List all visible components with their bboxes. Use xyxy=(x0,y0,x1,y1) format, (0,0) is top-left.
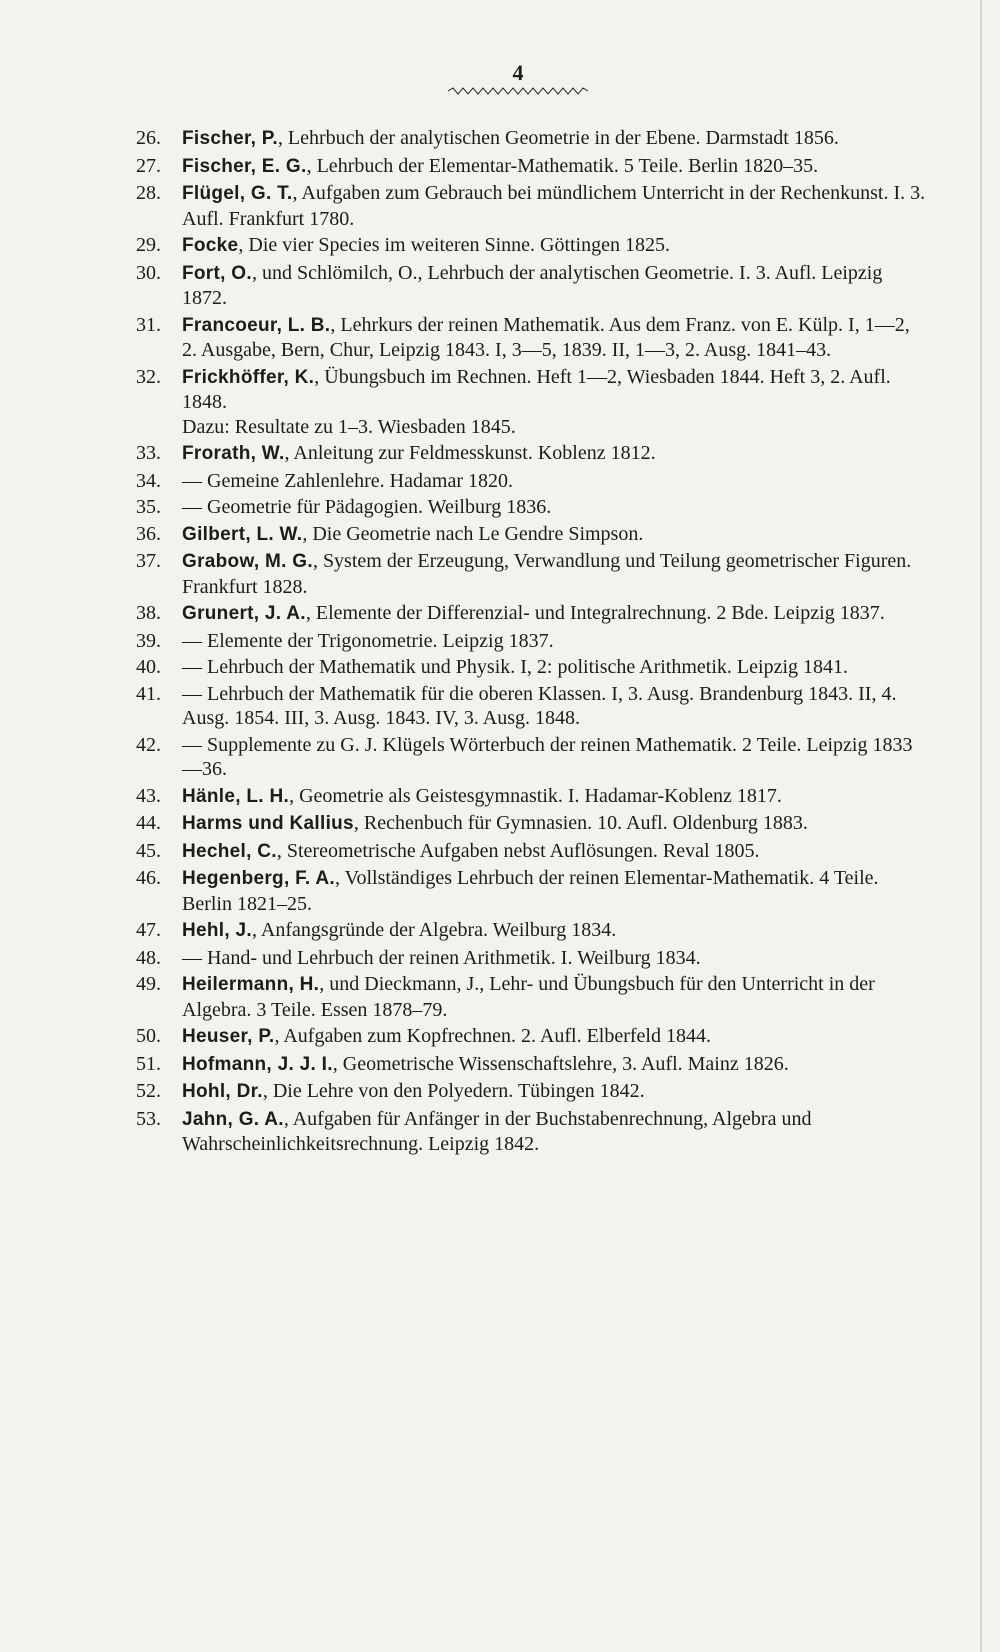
entry-author: Fort, O. xyxy=(182,262,252,284)
bibliography-entry xyxy=(136,1052,926,1078)
entry-number: 45. xyxy=(136,839,161,862)
bibliography-entry xyxy=(136,601,926,627)
entry-author: Hehl, J. xyxy=(182,920,252,941)
entry-text: , Lehrbuch der Elementar-Mathematik. 5 Teile. Berlin 1820–35. xyxy=(306,154,819,177)
entry-author: Francoeur, L. B. xyxy=(182,314,331,336)
bibliography-entry xyxy=(136,629,926,654)
bibliography-entry xyxy=(136,441,926,467)
bibliography-entry xyxy=(136,1107,926,1157)
entry-text: , Lehrbuch der analytischen Geometrie in der Ebene. Darmstadt 1856. xyxy=(277,127,839,149)
entry-number: 51. xyxy=(136,1052,161,1075)
entry-number: 52. xyxy=(136,1080,161,1102)
entry-number: 36. xyxy=(136,522,161,545)
bibliography-entry xyxy=(136,233,926,259)
entry-supplement: Dazu: Resultate zu 1–3. Wiesbaden 1845. xyxy=(182,415,516,438)
entry-text: — Gemeine Zahlenlehre. Hadamar 1820. xyxy=(182,469,513,492)
entry-author: Flügel, G. T. xyxy=(182,183,293,204)
bibliography-entry xyxy=(136,839,926,865)
bibliography-entry xyxy=(136,1024,926,1050)
entry-text: , Anleitung zur Feldmesskunst. Koblenz 1812. xyxy=(284,442,656,464)
entry-author: Heilermann, H. xyxy=(182,974,320,995)
entry-author: Grabow, M. G. xyxy=(182,551,313,572)
entry-number: 40. xyxy=(136,656,161,678)
entry-text: , Geometrie als Geistesgymnastik. I. Hadamar-Koblenz 1817. xyxy=(289,784,782,807)
entry-author: Hänle, L. H. xyxy=(182,785,290,807)
bibliography-entry xyxy=(136,495,926,520)
bibliography-list xyxy=(136,126,926,1159)
entry-number: 43. xyxy=(136,784,161,807)
entry-number: 33. xyxy=(136,442,161,464)
page-number: 4 xyxy=(512,60,524,85)
entry-text: , Elemente der Differenzial- und Integralrechnung. 2 Bde. Leipzig 1837. xyxy=(305,602,885,624)
ornament-divider xyxy=(448,86,588,96)
entry-text: , System der Erzeugung, Verwandlung und Teilung geometrischer Figuren. Frankfurt 1828. xyxy=(182,550,912,598)
entry-text: , und Dieckmann, J., Lehr- und Übungsbuch für den Unterricht in der Algebra. 3 Teile. Essen 1878–79. xyxy=(182,973,875,1021)
entry-author: Frorath, W. xyxy=(182,443,285,464)
bibliography-entry xyxy=(136,811,926,837)
bibliography-entry xyxy=(136,313,926,363)
entry-text: — Supplemente zu G. J. Klügels Wörterbuch der reinen Mathematik. 2 Teile. Leipzig 1833—36. xyxy=(182,733,913,780)
entry-number: 28. xyxy=(136,182,161,204)
bibliography-entry xyxy=(136,469,926,494)
entry-text: , und Schlömilch, O., Lehrbuch der analytischen Geometrie. I. 3. Aufl. Leipzig 1872. xyxy=(182,261,883,309)
entry-text: , Vollständiges Lehrbuch der reinen Elementar-Mathematik. 4 Teile. Berlin 1821–25. xyxy=(182,867,879,915)
entry-text: , Anfangsgründe der Algebra. Weilburg 1834. xyxy=(251,919,617,941)
entry-text: , Aufgaben für Anfänger in der Buchstabenrechnung, Algebra und Wahrscheinlichkeitsrechnung. Leipzig 1842. xyxy=(182,1107,812,1155)
entry-text: , Stereometrische Aufgaben nebst Auflösungen. Reval 1805. xyxy=(276,839,760,862)
entry-text: — Lehrbuch der Mathematik für die oberen Klassen. I, 3. Ausg. Brandenburg 1843. II, 4. Ausg. 1854. III, 3. Ausg. 1843. IV, 3. Ausg. 1848. xyxy=(182,682,897,729)
bibliography-entry xyxy=(136,946,926,971)
entry-number: 48. xyxy=(136,946,161,969)
entry-text: , Die Lehre von den Polyedern. Tübingen 1842. xyxy=(262,1080,645,1102)
entry-author: Hofmann, J. J. I. xyxy=(182,1053,333,1075)
bibliography-entry xyxy=(136,154,926,180)
entry-text: , Die vier Species im weiteren Sinne. Göttingen 1825. xyxy=(238,234,670,256)
entry-number: 49. xyxy=(136,973,161,995)
entry-text: , Die Geometrie nach Le Gendre Simpson. xyxy=(302,522,644,545)
bibliography-entry xyxy=(136,784,926,810)
entry-text: — Elemente der Trigonometrie. Leipzig 1837. xyxy=(182,629,554,652)
entry-number: 53. xyxy=(136,1107,161,1130)
bibliography-entry xyxy=(136,866,926,916)
entry-author: Hegenberg, F. A. xyxy=(182,868,335,889)
entry-author: Hohl, Dr. xyxy=(182,1081,263,1102)
entry-number: 30. xyxy=(136,261,161,284)
bibliography-entry xyxy=(136,733,926,782)
bibliography-entry xyxy=(136,972,926,1022)
entry-number: 50. xyxy=(136,1025,161,1047)
entry-author: Grunert, J. A. xyxy=(182,603,306,624)
entry-number: 41. xyxy=(136,682,161,705)
entry-number: 42. xyxy=(136,733,161,756)
bibliography-entry xyxy=(136,365,926,440)
bibliography-entry xyxy=(136,655,926,680)
entry-number: 32. xyxy=(136,365,161,388)
entry-number: 27. xyxy=(136,154,161,177)
entry-number: 31. xyxy=(136,313,161,336)
entry-author: Heuser, P. xyxy=(182,1026,275,1047)
entry-number: 26. xyxy=(136,127,161,149)
entry-author: Jahn, G. A. xyxy=(182,1108,284,1130)
entry-author: Frickhöffer, K. xyxy=(182,366,315,388)
entry-author: Focke xyxy=(182,235,239,256)
entry-author: Gilbert, L. W. xyxy=(182,523,303,545)
bibliography-entry xyxy=(136,181,926,231)
bibliography-entry xyxy=(136,549,926,599)
entry-number: 29. xyxy=(136,234,161,256)
bibliography-entry xyxy=(136,522,926,548)
page-edge-shadow xyxy=(980,0,982,1652)
bibliography-entry xyxy=(136,918,926,944)
entry-author: Hechel, C. xyxy=(182,840,277,862)
bibliography-entry xyxy=(136,1079,926,1105)
entry-text: , Aufgaben zum Gebrauch bei mündlichem Unterricht in der Rechenkunst. I. 3. Aufl. Frankfurt 1780. xyxy=(182,182,926,230)
entry-number: 47. xyxy=(136,919,161,941)
entry-text: , Aufgaben zum Kopfrechnen. 2. Aufl. Elberfeld 1844. xyxy=(274,1025,711,1047)
entry-text: , Übungsbuch im Rechnen. Heft 1—2, Wiesbaden 1844. Heft 3, 2. Aufl. 1848. xyxy=(182,365,891,413)
entry-author: Fischer, E. G. xyxy=(182,155,307,177)
entry-number: 39. xyxy=(136,629,161,652)
entry-number: 46. xyxy=(136,867,161,889)
entry-text: — Geometrie für Pädagogien. Weilburg 1836. xyxy=(182,496,552,518)
entry-number: 37. xyxy=(136,550,161,572)
entry-author: Fischer, P. xyxy=(182,128,278,149)
entry-text: , Lehrkurs der reinen Mathematik. Aus dem Franz. von E. Külp. I, 1—2, 2. Ausgabe, Bern, Chur, Leipzig 1843. I, 3—5, 1839. II, 1—3, 2. Ausg. 1841–43. xyxy=(182,313,910,361)
entry-number: 38. xyxy=(136,602,161,624)
entry-number: 35. xyxy=(136,496,161,518)
entry-author: Harms und Kallius xyxy=(182,813,354,834)
entry-number: 44. xyxy=(136,812,161,834)
bibliography-entry xyxy=(136,126,926,152)
entry-text: , Rechenbuch für Gymnasien. 10. Aufl. Oldenburg 1883. xyxy=(353,812,808,834)
bibliography-entry xyxy=(136,682,926,731)
entry-text: , Geometrische Wissenschaftslehre, 3. Aufl. Mainz 1826. xyxy=(332,1052,789,1075)
entry-text: — Lehrbuch der Mathematik und Physik. I, 2: politische Arithmetik. Leipzig 1841. xyxy=(182,656,848,678)
bibliography-entry xyxy=(136,261,926,311)
entry-text: — Hand- und Lehrbuch der reinen Arithmetik. I. Weilburg 1834. xyxy=(182,946,701,969)
entry-number: 34. xyxy=(136,469,161,492)
